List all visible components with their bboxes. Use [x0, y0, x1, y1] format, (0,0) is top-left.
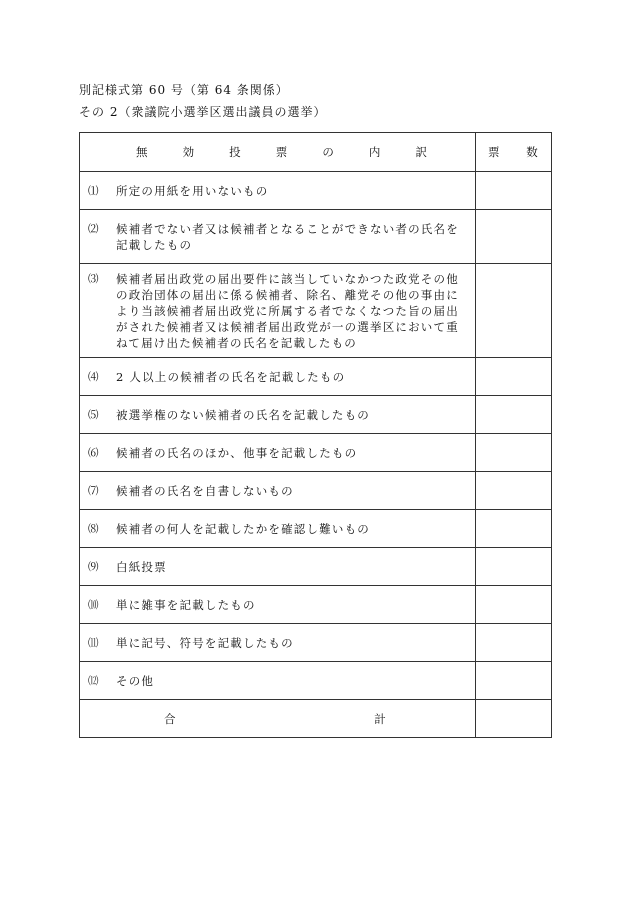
- reason-text: その他: [116, 673, 155, 688]
- reason-cell: [80, 434, 476, 472]
- votes-header-char: 票: [488, 145, 501, 159]
- row-number: ⑵: [88, 222, 100, 235]
- row-number: ⑼: [88, 560, 100, 573]
- total-char: 合: [164, 711, 177, 726]
- votes-cell[interactable]: [476, 662, 552, 700]
- reason-cell: [80, 510, 476, 548]
- total-votes-cell[interactable]: [476, 700, 552, 738]
- votes-cell[interactable]: [476, 586, 552, 624]
- reason-cell: [80, 210, 476, 264]
- header-char: の: [322, 145, 334, 159]
- reason-text: 単に記号、符号を記載したもの: [116, 635, 294, 650]
- reason-cell: [80, 396, 476, 434]
- reason-cell: [80, 548, 476, 586]
- reason-text: 単に雑事を記載したもの: [116, 597, 256, 612]
- table-row: [80, 172, 552, 210]
- reason-text: 候補者でない者又は候補者となることができない者の氏名を記載したもの: [116, 221, 459, 252]
- votes-cell[interactable]: [476, 396, 552, 434]
- row-number: ⑴: [88, 184, 100, 197]
- row-number: ⑾: [88, 636, 100, 649]
- form-number-heading: 別記様式第 60 号（第 64 条関係）: [79, 83, 289, 97]
- reason-text: 白紙投票: [116, 559, 167, 574]
- table-row: [80, 210, 552, 264]
- header-char: 効: [182, 145, 195, 159]
- total-row: [80, 700, 552, 738]
- row-number: ⑶: [88, 272, 100, 285]
- header-char: 無: [136, 145, 148, 159]
- table-row: [80, 548, 552, 586]
- votes-cell[interactable]: [476, 358, 552, 396]
- table-row: [80, 434, 552, 472]
- votes-cell[interactable]: [476, 172, 552, 210]
- row-number: ⑺: [88, 484, 100, 497]
- reason-cell: [80, 264, 476, 358]
- table-row: [80, 264, 552, 358]
- reason-text: 候補者届出政党の届出要件に該当していなかつた政党その他の政治団体の届出に係る候補者、除名、離党その他の事由により当該候補者届出政党に所属する者でなくなつた旨の届出がされた候補者又は候補者届出政党が一の選挙区において重ねて届け出た候補者の氏名を記載したもの: [116, 271, 459, 350]
- row-number: ⑷: [88, 370, 100, 383]
- breakdown-header-cell: [80, 133, 476, 172]
- votes-cell[interactable]: [476, 472, 552, 510]
- row-number: ⑿: [88, 674, 100, 687]
- votes-cell[interactable]: [476, 548, 552, 586]
- reason-text: 候補者の氏名のほか、他事を記載したもの: [116, 445, 358, 460]
- row-number: ⑸: [88, 408, 100, 421]
- votes-cell[interactable]: [476, 624, 552, 662]
- reason-cell: [80, 624, 476, 662]
- header-char: 訳: [415, 145, 427, 159]
- votes-cell[interactable]: [476, 510, 552, 548]
- table-header-row: [80, 133, 552, 172]
- reason-text: 2 人以上の候補者の氏名を記載したもの: [116, 369, 346, 384]
- table-row: [80, 358, 552, 396]
- reason-text: 被選挙権のない候補者の氏名を記載したもの: [116, 407, 370, 422]
- votes-cell[interactable]: [476, 264, 552, 358]
- table-row: [80, 662, 552, 700]
- reason-cell: [80, 586, 476, 624]
- reason-text: 候補者の何人を記載したかを確認し難いもの: [116, 521, 370, 536]
- reason-cell: [80, 358, 476, 396]
- header-char: 票: [275, 145, 288, 159]
- header-char: 投: [229, 145, 241, 159]
- table-row: [80, 624, 552, 662]
- header-char: 内: [368, 145, 381, 159]
- row-number: ⑽: [88, 598, 100, 611]
- reason-cell: [80, 662, 476, 700]
- row-number: ⑹: [88, 446, 100, 459]
- table-row: [80, 510, 552, 548]
- votes-header-char: 数: [526, 145, 539, 159]
- reason-text: 所定の用紙を用いないもの: [116, 183, 269, 198]
- table-row: [80, 586, 552, 624]
- reason-cell: [80, 472, 476, 510]
- votes-cell[interactable]: [476, 434, 552, 472]
- table-row: [80, 472, 552, 510]
- reason-cell: [80, 172, 476, 210]
- row-number: ⑻: [88, 522, 100, 535]
- total-char: 計: [374, 711, 387, 726]
- votes-header-cell: [476, 133, 552, 172]
- table-row: [80, 396, 552, 434]
- votes-cell[interactable]: [476, 210, 552, 264]
- election-type-heading: その 2（衆議院小選挙区選出議員の選挙）: [79, 105, 327, 119]
- invalid-votes-table: [79, 132, 552, 738]
- total-label-cell: [80, 700, 476, 738]
- reason-text: 候補者の氏名を自書しないもの: [116, 483, 294, 498]
